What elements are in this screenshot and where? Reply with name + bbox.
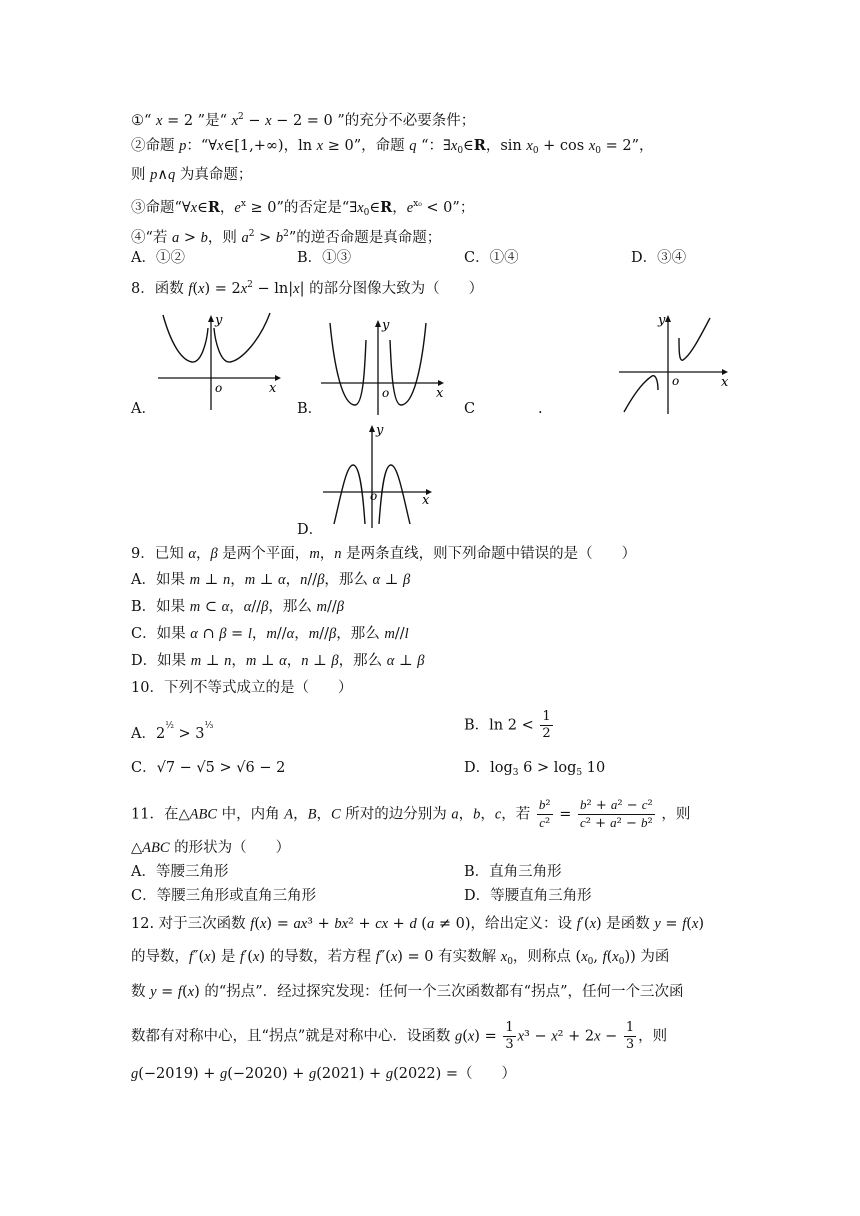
graph-b-x: x [436, 386, 444, 401]
q12-line-4: 数都有对称中心，且“拐点”就是对称中心．设函数 g(x) = $\frac{1}{3}$ x³ − x² + 2x − $\frac{1}{3}$ ，则 [131, 1020, 668, 1052]
q11-stem-cont: △ABC 的形状为（ ） [131, 840, 291, 856]
q10-option-d[interactable]: D．$\log_3 6 > \log_5 10$ [464, 760, 606, 778]
q7-statement-4: ④“若 a > b，则 $a^2 > b^2$”的逆否命题是真命题； [131, 229, 442, 246]
graph-d-x: x [422, 493, 430, 508]
q10-option-c[interactable]: C．√7 − √5 > √6 − 2 [131, 760, 286, 776]
q8-label-c[interactable]: C [464, 401, 476, 417]
graph-c-origin: o [672, 374, 680, 388]
q11-option-b[interactable]: B．直角三角形 [464, 864, 562, 880]
graph-c-y: y [658, 313, 666, 328]
q12-line-1: 12. 对于三次函数 f(x) = ax³ + bx² + cx + d (a ≠ 0)，给出定义：设 f′(x) 是函数 y = f(x) [131, 916, 705, 932]
graph-c-x: x [721, 375, 729, 390]
q12-line-3: 数 y = f(x) 的“拐点”．经过探究发现：任何一个三次函数都有“拐点”，任何一个三次函 [131, 984, 684, 1000]
q8-label-b[interactable]: B． [297, 401, 323, 417]
q10-option-b[interactable]: B．ln 2 < $\frac{1}{2}$ [464, 709, 551, 741]
q11-stem: 11．在△ABC 中，内角 A，B，C 所对的边分别为 a，b，c，若 $\frac{\text{b²}}{\text{c²}}$ = $\frac{\text{b² + a² − c²}}{\text{c² + a² − b²}}$ ，则 [131, 797, 691, 831]
graph-b-y: y [382, 318, 390, 333]
q10-stem: 10．下列不等式成立的是（ ） [131, 680, 353, 696]
q7-statement-2: ②命题 p：“∀x∈[1,+∞)，ln x ≥ 0”，命题 q “：$\exists x_0\in R$，$\sin x_0 + \cos x_0 = 2$”， [131, 137, 654, 156]
q8-stem: 8．函数 $f(x) = 2x^2 - \ln|x|$ 的部分图像大致为（ ） [131, 280, 484, 297]
graph-d [320, 420, 438, 530]
graph-d-origin: o [370, 489, 378, 503]
q9-option-b[interactable]: B．如果 m ⊂ α，α//β，那么 m//β [131, 599, 344, 615]
q7-statement-3: ③命题“∀x∈R，$e^x \ge 0$”的否定是“$\exists x_0\in R$，$e^{x_0} < 0$”； [131, 199, 475, 218]
q7-option-d[interactable]: D．③④ [631, 250, 687, 266]
graph-a [155, 310, 285, 415]
q9-option-c[interactable]: C．如果 α ∩ β = l，m//α，m//β，那么 m//l [131, 626, 409, 642]
q12-line-5: g(−2019) + g(−2020) + g(2021) + g(2022) =（ ） [131, 1066, 517, 1082]
q7-option-b[interactable]: B．①③ [297, 250, 352, 266]
q7-option-c[interactable]: C．①④ [464, 250, 519, 266]
q9-option-d[interactable]: D．如果 m ⊥ n，m ⊥ α，n ⊥ β，那么 α ⊥ β [131, 653, 425, 669]
graph-c [616, 310, 734, 416]
q7-option-a[interactable]: A．①② [131, 250, 185, 266]
q11-option-c[interactable]: C．等腰三角形或直角三角形 [131, 888, 317, 904]
q12-line-2: 的导数，f″(x) 是 f′(x) 的导数，若方程 f″(x) = 0 有实数解 $x_0$，则称点 ($x_0$, $f(x_0)$) 为函 [131, 949, 670, 967]
graph-b-origin: o [382, 386, 390, 400]
graph-b [318, 315, 448, 415]
q7-statement-2-cont: 则 p∧q 为真命题； [131, 167, 253, 183]
q7-statement-1: ①“ x = 2 ”是“ $x^2 - x - 2 = 0$ ”的充分不必要条件； [131, 112, 476, 129]
q9-option-a[interactable]: A．如果 m ⊥ n，m ⊥ α，n//β，那么 α ⊥ β [131, 572, 411, 588]
q11-option-d[interactable]: D．等腰直角三角形 [464, 888, 592, 904]
q11-option-a[interactable]: A．等腰三角形 [131, 864, 229, 880]
q8-label-a[interactable]: A． [131, 401, 156, 417]
graph-a-x: x [269, 381, 277, 396]
q8-label-d[interactable]: D． [297, 522, 324, 538]
q10-option-a[interactable]: A．$2^{\frac{1}{2}} > 3^{\frac{1}{3}}$ [131, 721, 214, 742]
q9-stem: 9．已知 α，β 是两个平面，m，n 是两条直线，则下列命题中错误的是（ ） [131, 546, 637, 562]
graph-d-y: y [376, 423, 384, 438]
q8-label-c-dot: . [538, 401, 543, 417]
graph-a-y: y [215, 313, 223, 328]
graph-a-origin: o [215, 381, 223, 395]
